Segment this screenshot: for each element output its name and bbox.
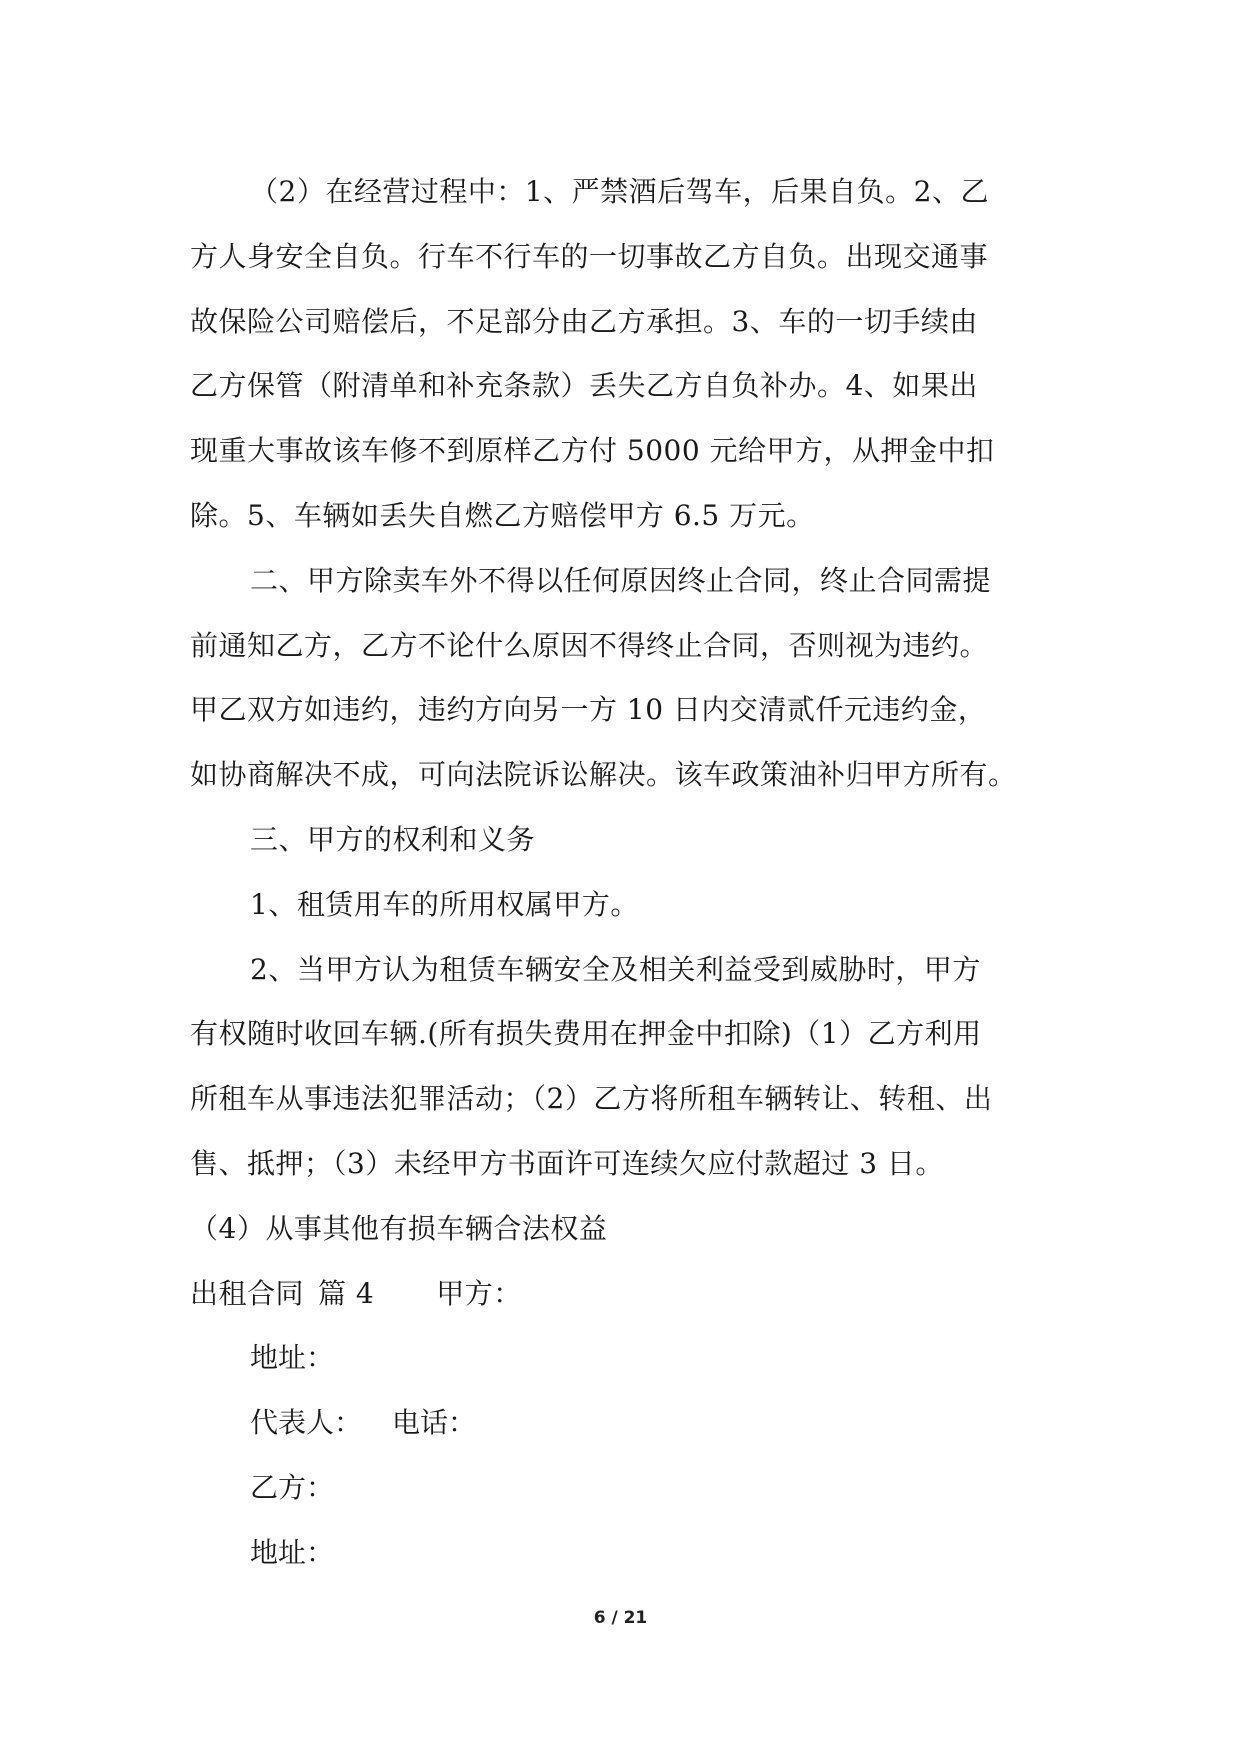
text-line: 除。5、车辆如丢失自燃乙方赔偿甲方 6.5 万元。 (190, 498, 815, 532)
text-line: 乙方保管（附清单和补充条款）丢失乙方自负补办。4、如果出 (190, 369, 978, 403)
contract-section-heading (190, 1262, 1050, 1327)
representative-label: 代表人： (250, 1406, 363, 1440)
text-line: 所租车从事违法犯罪活动；（2）乙方将所租车辆转让、转租、出 (190, 1082, 993, 1116)
field-representative-row (190, 1391, 1050, 1456)
page-number: 6 / 21 (593, 1608, 648, 1628)
text-line: 现重大事故该车修不到原样乙方付 5000 元给甲方，从押金中扣 (190, 434, 995, 468)
field-address-b: 地址： (250, 1535, 335, 1569)
text-line: 有权随时收回车辆.(所有损失费用在押金中扣除)（1）乙方利用 (190, 1017, 982, 1051)
text-line: （2）在经营过程中：1、严禁酒后驾车，后果自负。2、乙 (250, 175, 989, 208)
text-line: 如协商解决不成，可向法院诉讼解决。该车政策油补归甲方所有。 (190, 758, 1017, 792)
paragraph-termination (190, 549, 1050, 808)
contract-section-number: 篇 4 (318, 1276, 375, 1310)
document-body (190, 160, 1050, 1586)
contract-title: 出租合同 (190, 1276, 305, 1310)
field-address-a: 地址： (250, 1341, 335, 1375)
text-line: 甲乙双方如违约，违约方向另一方 10 日内交清贰仟元违约金， (190, 693, 987, 727)
phone-label: 电话： (392, 1406, 477, 1440)
clause-ownership: 1、租赁用车的所用权属甲方。 (250, 887, 639, 921)
text-line: 二、甲方除卖车外不得以任何原因终止合同，终止合同需提 (250, 563, 992, 597)
party-a-label: 甲方： (436, 1276, 522, 1310)
text-line: 售、抵押；（3）未经甲方书面许可连续欠应付款超过 3 日。 (190, 1146, 944, 1180)
field-party-b: 乙方： (250, 1470, 335, 1504)
paragraph-operation-rules (190, 160, 1050, 549)
text-line: 故保险公司赔偿后，不足部分由乙方承担。3、车的一切手续由 (190, 304, 978, 338)
text-line: 2、当甲方认为租赁车辆安全及相关利益受到威胁时，甲方 (250, 952, 981, 986)
paragraph-vehicle-recall (190, 938, 1050, 1262)
text-line: （4）从事其他有损车辆合法权益 (190, 1211, 608, 1245)
text-line: 方人身安全自负。行车不行车的一切事故乙方自负。出现交通事 (190, 239, 989, 273)
section-heading-party-a-rights: 三、甲方的权利和义务 (250, 822, 536, 856)
text-line: 前通知乙方，乙方不论什么原因不得终止合同，否则视为违约。 (190, 628, 989, 662)
